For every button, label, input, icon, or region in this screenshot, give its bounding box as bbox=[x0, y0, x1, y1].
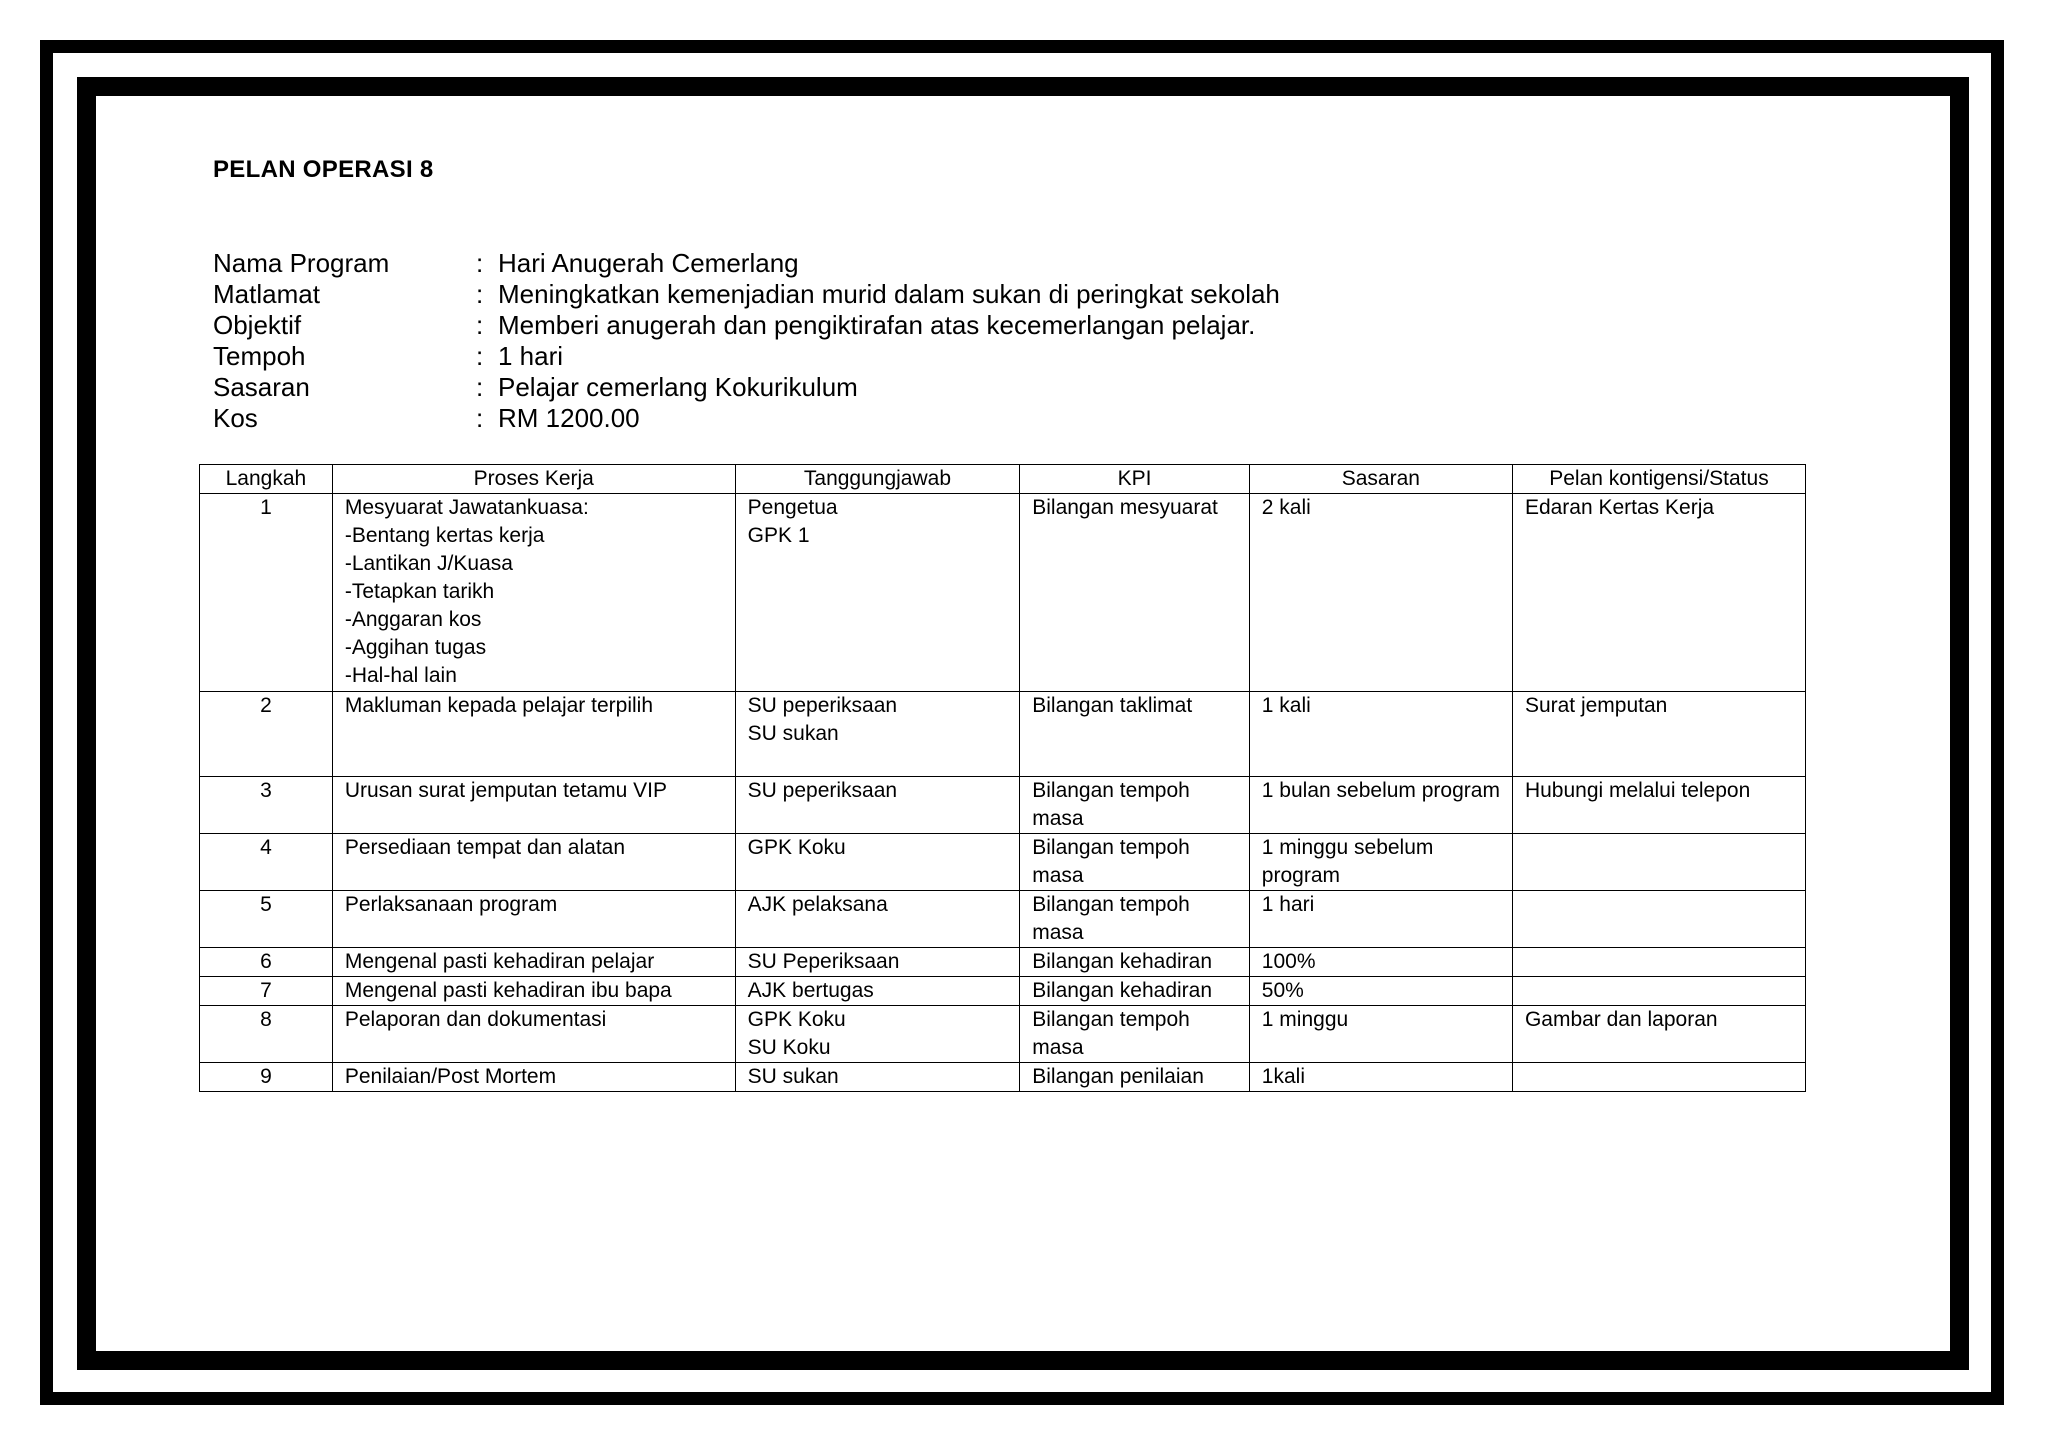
info-row-sasaran bbox=[213, 372, 1280, 403]
cell-proses-kerja bbox=[332, 692, 735, 777]
table-row bbox=[200, 834, 1806, 891]
cell-line: Mesyuarat Jawatankuasa: bbox=[344, 496, 589, 519]
cell-line: -Hal-hal lain bbox=[344, 664, 457, 687]
cell-kpi bbox=[1020, 494, 1250, 692]
table-row bbox=[200, 692, 1806, 777]
cell-kpi bbox=[1020, 777, 1250, 834]
cell-line: 1 bulan sebelum program bbox=[1261, 779, 1500, 802]
table-row bbox=[200, 948, 1806, 977]
cell-line: Perlaksanaan program bbox=[344, 893, 558, 916]
cell-proses-kerja bbox=[332, 834, 735, 891]
cell-line: GPK Koku bbox=[747, 836, 846, 859]
cell-line: program bbox=[1261, 864, 1340, 887]
cell-line: Pelaporan dan dokumentasi bbox=[344, 1008, 607, 1031]
info-row-kos bbox=[213, 403, 1280, 434]
cell-langkah: 7 bbox=[200, 977, 333, 1006]
cell-tanggungjawab bbox=[735, 891, 1020, 948]
info-colon: : bbox=[476, 372, 484, 402]
info-row-matlamat bbox=[213, 279, 1280, 310]
cell-line: Bilangan kehadiran bbox=[1032, 979, 1213, 1002]
header-langkah: Langkah bbox=[200, 465, 333, 494]
cell-langkah: 8 bbox=[200, 1006, 333, 1063]
cell-tanggungjawab bbox=[735, 834, 1020, 891]
table-row bbox=[200, 494, 1806, 692]
cell-proses-kerja bbox=[332, 977, 735, 1006]
cell-tanggungjawab bbox=[735, 948, 1020, 977]
cell-line: 100% bbox=[1261, 950, 1316, 973]
cell-kpi bbox=[1020, 1006, 1250, 1063]
cell-line: 1 minggu bbox=[1261, 1008, 1349, 1031]
header-sasaran: Sasaran bbox=[1249, 465, 1512, 494]
cell-line: SU sukan bbox=[747, 722, 839, 745]
cell-langkah: 6 bbox=[200, 948, 333, 977]
cell-pelan-kontigensi bbox=[1512, 494, 1805, 692]
cell-langkah: 4 bbox=[200, 834, 333, 891]
cell-line: SU Peperiksaan bbox=[747, 950, 900, 973]
info-colon: : bbox=[476, 310, 484, 340]
cell-langkah: 3 bbox=[200, 777, 333, 834]
cell-sasaran bbox=[1249, 692, 1512, 777]
table-header-row bbox=[200, 465, 1806, 494]
cell-sasaran bbox=[1249, 1063, 1512, 1092]
cell-kpi bbox=[1020, 834, 1250, 891]
cell-line: masa bbox=[1032, 807, 1084, 830]
cell-line: masa bbox=[1032, 1036, 1084, 1059]
cell-kpi bbox=[1020, 977, 1250, 1006]
cell-line: 50% bbox=[1261, 979, 1304, 1002]
cell-line: Gambar dan laporan bbox=[1524, 1008, 1718, 1031]
cell-line: Bilangan taklimat bbox=[1032, 694, 1193, 717]
cell-sasaran bbox=[1249, 977, 1512, 1006]
header-tanggungjawab: Tanggungjawab bbox=[735, 465, 1020, 494]
cell-proses-kerja bbox=[332, 1063, 735, 1092]
cell-sasaran bbox=[1249, 494, 1512, 692]
info-label: Nama Program bbox=[213, 248, 390, 278]
cell-langkah: 2 bbox=[200, 692, 333, 777]
table-body bbox=[200, 494, 1806, 1092]
header-proses-kerja: Proses Kerja bbox=[332, 465, 735, 494]
info-value: Memberi anugerah dan pengiktirafan atas kecemerlangan pelajar. bbox=[498, 310, 1256, 340]
page-title: PELAN OPERASI 8 bbox=[213, 156, 434, 183]
header-pelan: Pelan kontigensi/Status bbox=[1512, 465, 1805, 494]
cell-langkah: 9 bbox=[200, 1063, 333, 1092]
cell-line: Mengenal pasti kehadiran ibu bapa bbox=[344, 979, 672, 1002]
cell-line: AJK bertugas bbox=[747, 979, 874, 1002]
cell-line: -Anggaran kos bbox=[344, 608, 482, 631]
cell-line: 1kali bbox=[1261, 1065, 1305, 1088]
cell-line: SU Koku bbox=[747, 1036, 831, 1059]
cell-line: Mengenal pasti kehadiran pelajar bbox=[344, 950, 655, 973]
cell-line: Bilangan tempoh bbox=[1032, 836, 1190, 859]
cell-line: Bilangan tempoh bbox=[1032, 779, 1190, 802]
info-row-tempoh bbox=[213, 341, 1280, 372]
cell-line: GPK 1 bbox=[747, 524, 810, 547]
cell-sasaran bbox=[1249, 948, 1512, 977]
cell-line: Bilangan tempoh bbox=[1032, 893, 1190, 916]
info-label: Tempoh bbox=[213, 341, 306, 371]
info-colon: : bbox=[476, 279, 484, 309]
cell-line: Bilangan penilaian bbox=[1032, 1065, 1204, 1088]
cell-langkah: 5 bbox=[200, 891, 333, 948]
cell-line: -Tetapkan tarikh bbox=[344, 580, 495, 603]
cell-line: Surat jemputan bbox=[1524, 694, 1668, 717]
cell-proses-kerja bbox=[332, 1006, 735, 1063]
cell-line: SU sukan bbox=[747, 1065, 839, 1088]
info-colon: : bbox=[476, 403, 484, 433]
cell-line: 1 hari bbox=[1261, 893, 1315, 916]
cell-pelan-kontigensi bbox=[1512, 1006, 1805, 1063]
cell-pelan-kontigensi bbox=[1512, 891, 1805, 948]
info-value: Meningkatkan kemenjadian murid dalam sukan di peringkat sekolah bbox=[498, 279, 1280, 309]
cell-kpi bbox=[1020, 692, 1250, 777]
cell-line: Bilangan kehadiran bbox=[1032, 950, 1213, 973]
cell-tanggungjawab bbox=[735, 692, 1020, 777]
cell-proses-kerja bbox=[332, 494, 735, 692]
cell-pelan-kontigensi bbox=[1512, 1063, 1805, 1092]
cell-sasaran bbox=[1249, 834, 1512, 891]
cell-line: -Bentang kertas kerja bbox=[344, 524, 545, 547]
cell-line: 1 minggu sebelum bbox=[1261, 836, 1434, 859]
cell-pelan-kontigensi bbox=[1512, 977, 1805, 1006]
cell-line: SU peperiksaan bbox=[747, 694, 898, 717]
info-label: Matlamat bbox=[213, 279, 320, 309]
program-info bbox=[213, 248, 1280, 434]
operations-table bbox=[199, 464, 1806, 1092]
info-row-objektif bbox=[213, 310, 1280, 341]
cell-line: -Aggihan tugas bbox=[344, 636, 487, 659]
cell-line: Edaran Kertas Kerja bbox=[1524, 496, 1715, 519]
cell-line: Urusan surat jemputan tetamu VIP bbox=[344, 779, 667, 802]
info-row-nama-program bbox=[213, 248, 1280, 279]
table-row bbox=[200, 1006, 1806, 1063]
table-row bbox=[200, 1063, 1806, 1092]
cell-line: Pengetua bbox=[747, 496, 838, 519]
cell-line: Hubungi melalui telepon bbox=[1524, 779, 1751, 802]
cell-pelan-kontigensi bbox=[1512, 948, 1805, 977]
cell-line: masa bbox=[1032, 864, 1084, 887]
cell-tanggungjawab bbox=[735, 977, 1020, 1006]
info-label: Sasaran bbox=[213, 372, 310, 402]
info-value: Hari Anugerah Cemerlang bbox=[498, 248, 799, 278]
info-value: 1 hari bbox=[498, 341, 564, 371]
cell-proses-kerja bbox=[332, 948, 735, 977]
cell-line: 1 kali bbox=[1261, 694, 1311, 717]
cell-line: Bilangan tempoh bbox=[1032, 1008, 1190, 1031]
cell-kpi bbox=[1020, 891, 1250, 948]
cell-tanggungjawab bbox=[735, 1006, 1020, 1063]
header-kpi: KPI bbox=[1020, 465, 1250, 494]
table-row bbox=[200, 977, 1806, 1006]
cell-line: Penilaian/Post Mortem bbox=[344, 1065, 557, 1088]
cell-tanggungjawab bbox=[735, 1063, 1020, 1092]
info-label: Objektif bbox=[213, 310, 302, 340]
info-colon: : bbox=[476, 341, 484, 371]
cell-langkah: 1 bbox=[200, 494, 333, 692]
info-value: Pelajar cemerlang Kokurikulum bbox=[498, 372, 858, 402]
cell-line: Makluman kepada pelajar terpilih bbox=[344, 694, 653, 717]
cell-line: -Lantikan J/Kuasa bbox=[344, 552, 513, 575]
cell-line: Bilangan mesyuarat bbox=[1032, 496, 1218, 519]
cell-line: 2 kali bbox=[1261, 496, 1311, 519]
cell-tanggungjawab bbox=[735, 777, 1020, 834]
cell-line: masa bbox=[1032, 921, 1084, 944]
cell-proses-kerja bbox=[332, 891, 735, 948]
info-label: Kos bbox=[213, 403, 258, 433]
cell-proses-kerja bbox=[332, 777, 735, 834]
cell-pelan-kontigensi bbox=[1512, 777, 1805, 834]
cell-sasaran bbox=[1249, 777, 1512, 834]
cell-kpi bbox=[1020, 948, 1250, 977]
cell-kpi bbox=[1020, 1063, 1250, 1092]
cell-tanggungjawab bbox=[735, 494, 1020, 692]
info-colon: : bbox=[476, 248, 484, 278]
cell-sasaran bbox=[1249, 891, 1512, 948]
info-value: RM 1200.00 bbox=[498, 403, 640, 433]
cell-line: GPK Koku bbox=[747, 1008, 846, 1031]
cell-sasaran bbox=[1249, 1006, 1512, 1063]
cell-pelan-kontigensi bbox=[1512, 692, 1805, 777]
cell-pelan-kontigensi bbox=[1512, 834, 1805, 891]
cell-line: AJK pelaksana bbox=[747, 893, 888, 916]
cell-line: Persediaan tempat dan alatan bbox=[344, 836, 626, 859]
cell-line: SU peperiksaan bbox=[747, 779, 898, 802]
table-row bbox=[200, 891, 1806, 948]
table-row bbox=[200, 777, 1806, 834]
